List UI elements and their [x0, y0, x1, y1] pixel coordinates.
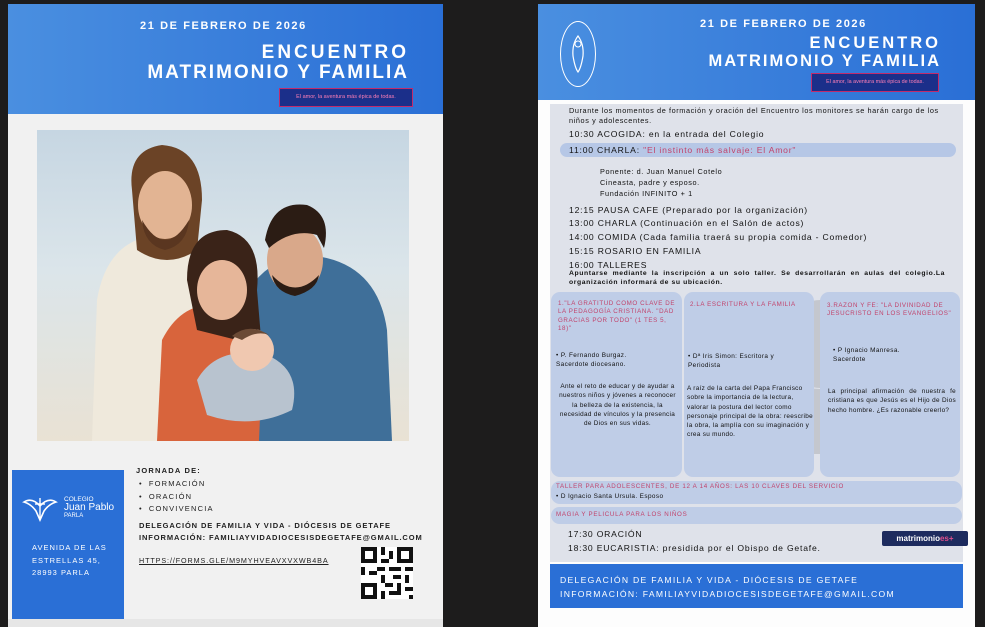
- event-date: 21 DE FEBRERO DE 2026: [700, 18, 867, 30]
- school-logo: [22, 494, 114, 522]
- intro-text: Durante los momentos de formación y oración del Encuentro los monitores se harán cargo de los niños y adolescentes.: [569, 106, 939, 125]
- delegacion-name: DELEGACIÓN DE FAMILIA Y VIDA - DIÓCESIS DE GETAFE: [139, 521, 391, 530]
- registration-link[interactable]: HTTPS://FORMS.GLE/M9MYHVEAVXVXWB4BA: [139, 556, 329, 565]
- event-title-line1: ENCUENTRO: [809, 34, 941, 52]
- holy-family-icon: [561, 22, 595, 86]
- flyer-right: [538, 4, 975, 627]
- schedule-item: 16:00 TALLERES: [569, 260, 648, 270]
- charla-title: "El instinto más salvaje: El Amor": [643, 145, 797, 155]
- diocese-logo: [560, 21, 596, 87]
- event-title-line2: MATRIMONIO Y FAMILIA: [147, 62, 409, 83]
- flyer-left-header: [8, 4, 443, 114]
- jornada-block: [136, 466, 214, 516]
- workshop-speaker: • P. Fernando Burgaz. Sacerdote diocesano.: [556, 352, 627, 368]
- workshop-description: La principal afirmación de nuestra fe cristiana es que Jesús es el Hijo de Dios hecho hombre. ¿Es razonable creerlo?: [828, 388, 956, 414]
- event-title-line1: ENCUENTRO: [261, 42, 409, 63]
- contact-email[interactable]: INFORMACIÓN: FAMILIAYVIDADIOCESISDEGETAFE@GMAIL.COM: [560, 589, 895, 599]
- delegacion-info: [139, 520, 423, 544]
- contact-email[interactable]: INFORMACIÓN: FAMILIAYVIDADIOCESISDEGETAFE@GMAIL.COM: [139, 533, 423, 542]
- charla-time: 11:00 CHARLA:: [569, 145, 644, 155]
- talleres-note: Apuntarse mediante la inscripción a un solo taller. Se desarrollarán en aulas del colegio.La organización informará de su ubicación.: [569, 270, 945, 286]
- matrimonioes-logo: [882, 531, 968, 546]
- schedule-item: 13:00 CHARLA (Continuación en el Salón de actos): [569, 218, 805, 228]
- speaker-line: Fundación INFINITO + 1: [600, 189, 693, 198]
- workshop-speaker: • P Ignacio Manresa. Sacerdote: [833, 347, 900, 363]
- event-date: 21 DE FEBRERO DE 2026: [140, 20, 307, 32]
- jornada-item: • FORMACIÓN: [136, 478, 214, 491]
- schedule-charla: [569, 145, 796, 155]
- workshop-card: [820, 292, 960, 477]
- school-name: Juan Pablo: [64, 502, 115, 514]
- tagline: El amor, la aventura más épica de todas.: [811, 73, 939, 92]
- tagline: El amor, la aventura más épica de todas.: [279, 88, 413, 107]
- workshop-title: 1."LA GRATITUD COMO CLAVE DE LA PEDAGOGÍA CRISTIANA. "DAD GRACIAS POR TODO" (1 TES 5, 18)": [558, 300, 676, 332]
- speaker-line: Cineasta, padre y esposo.: [600, 178, 700, 187]
- flyer-left: [8, 4, 443, 627]
- school-label: COLEGIO: [64, 495, 94, 503]
- jornada-item: • ORACIÓN: [136, 491, 214, 504]
- taller-adolescentes-speaker: • D Ignacio Santa Ursula. Esposo: [556, 493, 664, 500]
- qr-code[interactable]: [361, 547, 413, 599]
- school-city: PARLA: [64, 513, 84, 520]
- workshop-speaker: • Dª Iris Simon: Escritora y Periodista: [688, 353, 775, 369]
- flyer-right-header: [538, 4, 975, 100]
- schedule-acogida: 10:30 ACOGIDA: en la entrada del Colegio: [569, 129, 765, 139]
- schedule-item: 14:00 COMIDA (Cada familia traerá su propia comida - Comedor): [569, 232, 868, 242]
- badge-main-text: matrimonio: [896, 534, 940, 543]
- taller-adolescentes-title: TALLER PARA ADOLESCENTES, DE 12 A 14 AÑOS: LAS 10 CLAVES DEL SERVICIO: [556, 483, 844, 490]
- workshop-description: A raíz de la carta del Papa Francisco sobre la importancia de la lectura, valorar la postura del lector como personaje principal de la obra: reescribe la obra, la amplía con su imaginación y crea su mundo.: [687, 385, 813, 439]
- magia-title: MAGIA Y PELICULA PARA LOS NIÑOS: [556, 511, 688, 518]
- school-address: AVENIDA DE LAS ESTRELLAS 45, 28993 PARLA: [32, 543, 107, 577]
- family-illustration: [37, 130, 409, 441]
- schedule-item: 15:15 ROSARIO EN FAMILIA: [569, 246, 702, 256]
- workshop-description: Ante el reto de educar y de ayudar a nuestros niños y jóvenes a reconocer la belleza de la existencia, la necesidad de vínculos y la presencia de Dios en sus vidas.: [559, 383, 676, 428]
- flyer-left-footer-strip: [8, 619, 443, 627]
- delegacion-name: DELEGACIÓN DE FAMILIA Y VIDA - DIÓCESIS DE GETAFE: [560, 575, 859, 585]
- badge-tail-text: es+: [939, 534, 954, 543]
- schedule-oracion: 17:30 ORACIÓN: [568, 529, 643, 539]
- workshop-title: 3.RAZON Y FE: "LA DIVINIDAD DE JESUCRISTO EN LOS EVANGELIOS": [827, 302, 952, 318]
- school-panel: [12, 470, 124, 623]
- schedule-item: 12:15 PAUSA CAFE (Preparado por la organización): [569, 205, 808, 215]
- schedule-eucaristia: 18:30 EUCARISTIA: presidida por el Obispo de Getafe.: [568, 543, 821, 553]
- charla-speaker: [600, 166, 722, 199]
- dove-cross-icon: [22, 494, 58, 522]
- jornada-title: JORNADA DE:: [136, 466, 202, 475]
- speaker-line: Ponente: d. Juan Manuel Cotelo: [600, 167, 723, 176]
- event-title-line2: MATRIMONIO Y FAMILIA: [708, 52, 941, 70]
- flyer-right-footer: [550, 564, 963, 608]
- workshop-title: 2.LA ESCRITURA Y LA FAMILIA: [690, 301, 796, 308]
- jornada-item: • CONVIVENCIA: [136, 503, 214, 516]
